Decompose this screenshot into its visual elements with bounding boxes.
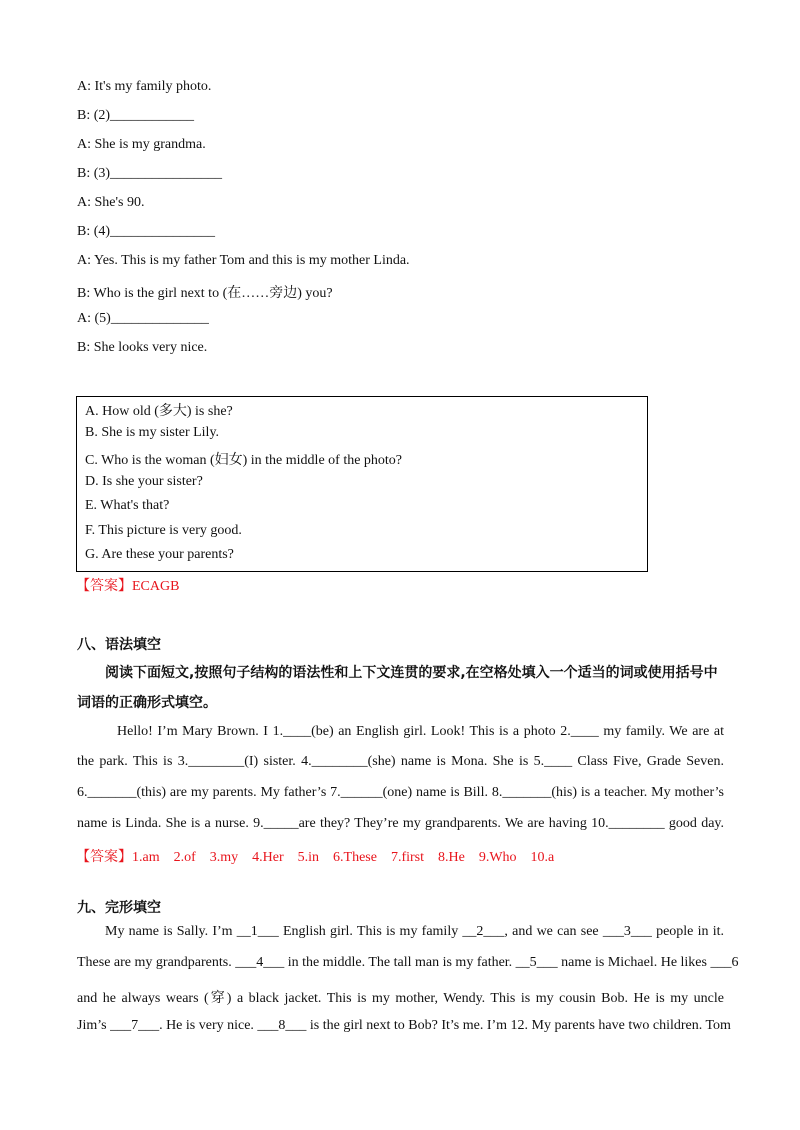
option-b: B. She is my sister Lily. bbox=[85, 425, 220, 440]
section8-passage-line1: Hello! I’m Mary Brown. I 1.____(be) an English girl. Look! This is a photo 2.____ my family. We are at bbox=[117, 724, 724, 739]
option-e: E. What's that? bbox=[85, 498, 170, 513]
dialogue-line-5: A: She's 90. bbox=[77, 195, 145, 210]
section8-instruction-line1: 阅读下面短文,按照句子结构的语法性和上下文连贯的要求,在空格处填入一个适当的词或使用括号中 bbox=[105, 665, 718, 681]
dialogue-line-3: A: She is my grandma. bbox=[77, 137, 206, 152]
option-g: G. Are these your parents? bbox=[85, 547, 234, 562]
section8-passage-line3: 6._______(this) are my parents. My father’s 7.______(one) name is Bill. 8._______(his) is a teacher. My mother’s bbox=[77, 785, 724, 800]
section9-passage-line3: and he always wears (穿) a black jacket. This is my mother, Wendy. This is my cousin Bob. He is my uncle bbox=[77, 991, 724, 1006]
dialogue-line-7: A: Yes. This is my father Tom and this is my mother Linda. bbox=[77, 253, 410, 268]
option-c: C. Who is the woman (妇女) in the middle of the photo? bbox=[85, 453, 403, 468]
dialogue-line-1: A: It's my family photo. bbox=[77, 79, 212, 94]
option-a: A. How old (多大) is she? bbox=[85, 404, 233, 419]
dialogue-line-6: B: (4)_______________ bbox=[77, 224, 216, 239]
dialogue-line-8: B: Who is the girl next to (在……旁边) you? bbox=[77, 286, 333, 301]
section8-instruction-line2: 词语的正确形式填空。 bbox=[77, 695, 217, 711]
dialogue-line-4: B: (3)________________ bbox=[77, 166, 223, 181]
section8-passage-line2: the park. This is 3.________(I) sister. 4.________(she) name is Mona. She is 5.____ Class Five, Grade Seven. bbox=[77, 754, 724, 769]
section8-heading: 八、语法填空 bbox=[77, 637, 161, 653]
dialogue-line-9: A: (5)______________ bbox=[77, 311, 209, 326]
dialogue-line-2: B: (2)____________ bbox=[77, 108, 195, 123]
options-box bbox=[76, 396, 648, 572]
option-d: D. Is she your sister? bbox=[85, 474, 203, 489]
section9-heading: 九、完形填空 bbox=[77, 900, 161, 916]
option-f: F. This picture is very good. bbox=[85, 523, 242, 538]
dialogue-line-10: B: She looks very nice. bbox=[77, 340, 208, 355]
section8-passage-line4: name is Linda. She is a nurse. 9._____are they? They’re my grandparents. We are having 10.________ good day. bbox=[77, 816, 724, 831]
section9-passage-line4: Jim’s ___7___. He is very nice. ___8___ is the girl next to Bob? It’s me. I’m 12. My parents have two children. Tom bbox=[77, 1018, 731, 1033]
section9-passage-line1: My name is Sally. I’m __1___ English girl. This is my family __2___, and we can see ___3___ people in it. bbox=[105, 924, 724, 939]
answer-key-1: 【答案】ECAGB bbox=[76, 579, 180, 594]
answer-key-2: 【答案】1.am 2.of 3.my 4.Her 5.in 6.These 7.first 8.He 9.Who 10.a bbox=[76, 850, 555, 865]
section9-passage-line2: These are my grandparents. ___4___ in the middle. The tall man is my father. __5___ name is Michael. He likes ___6 bbox=[77, 955, 739, 970]
